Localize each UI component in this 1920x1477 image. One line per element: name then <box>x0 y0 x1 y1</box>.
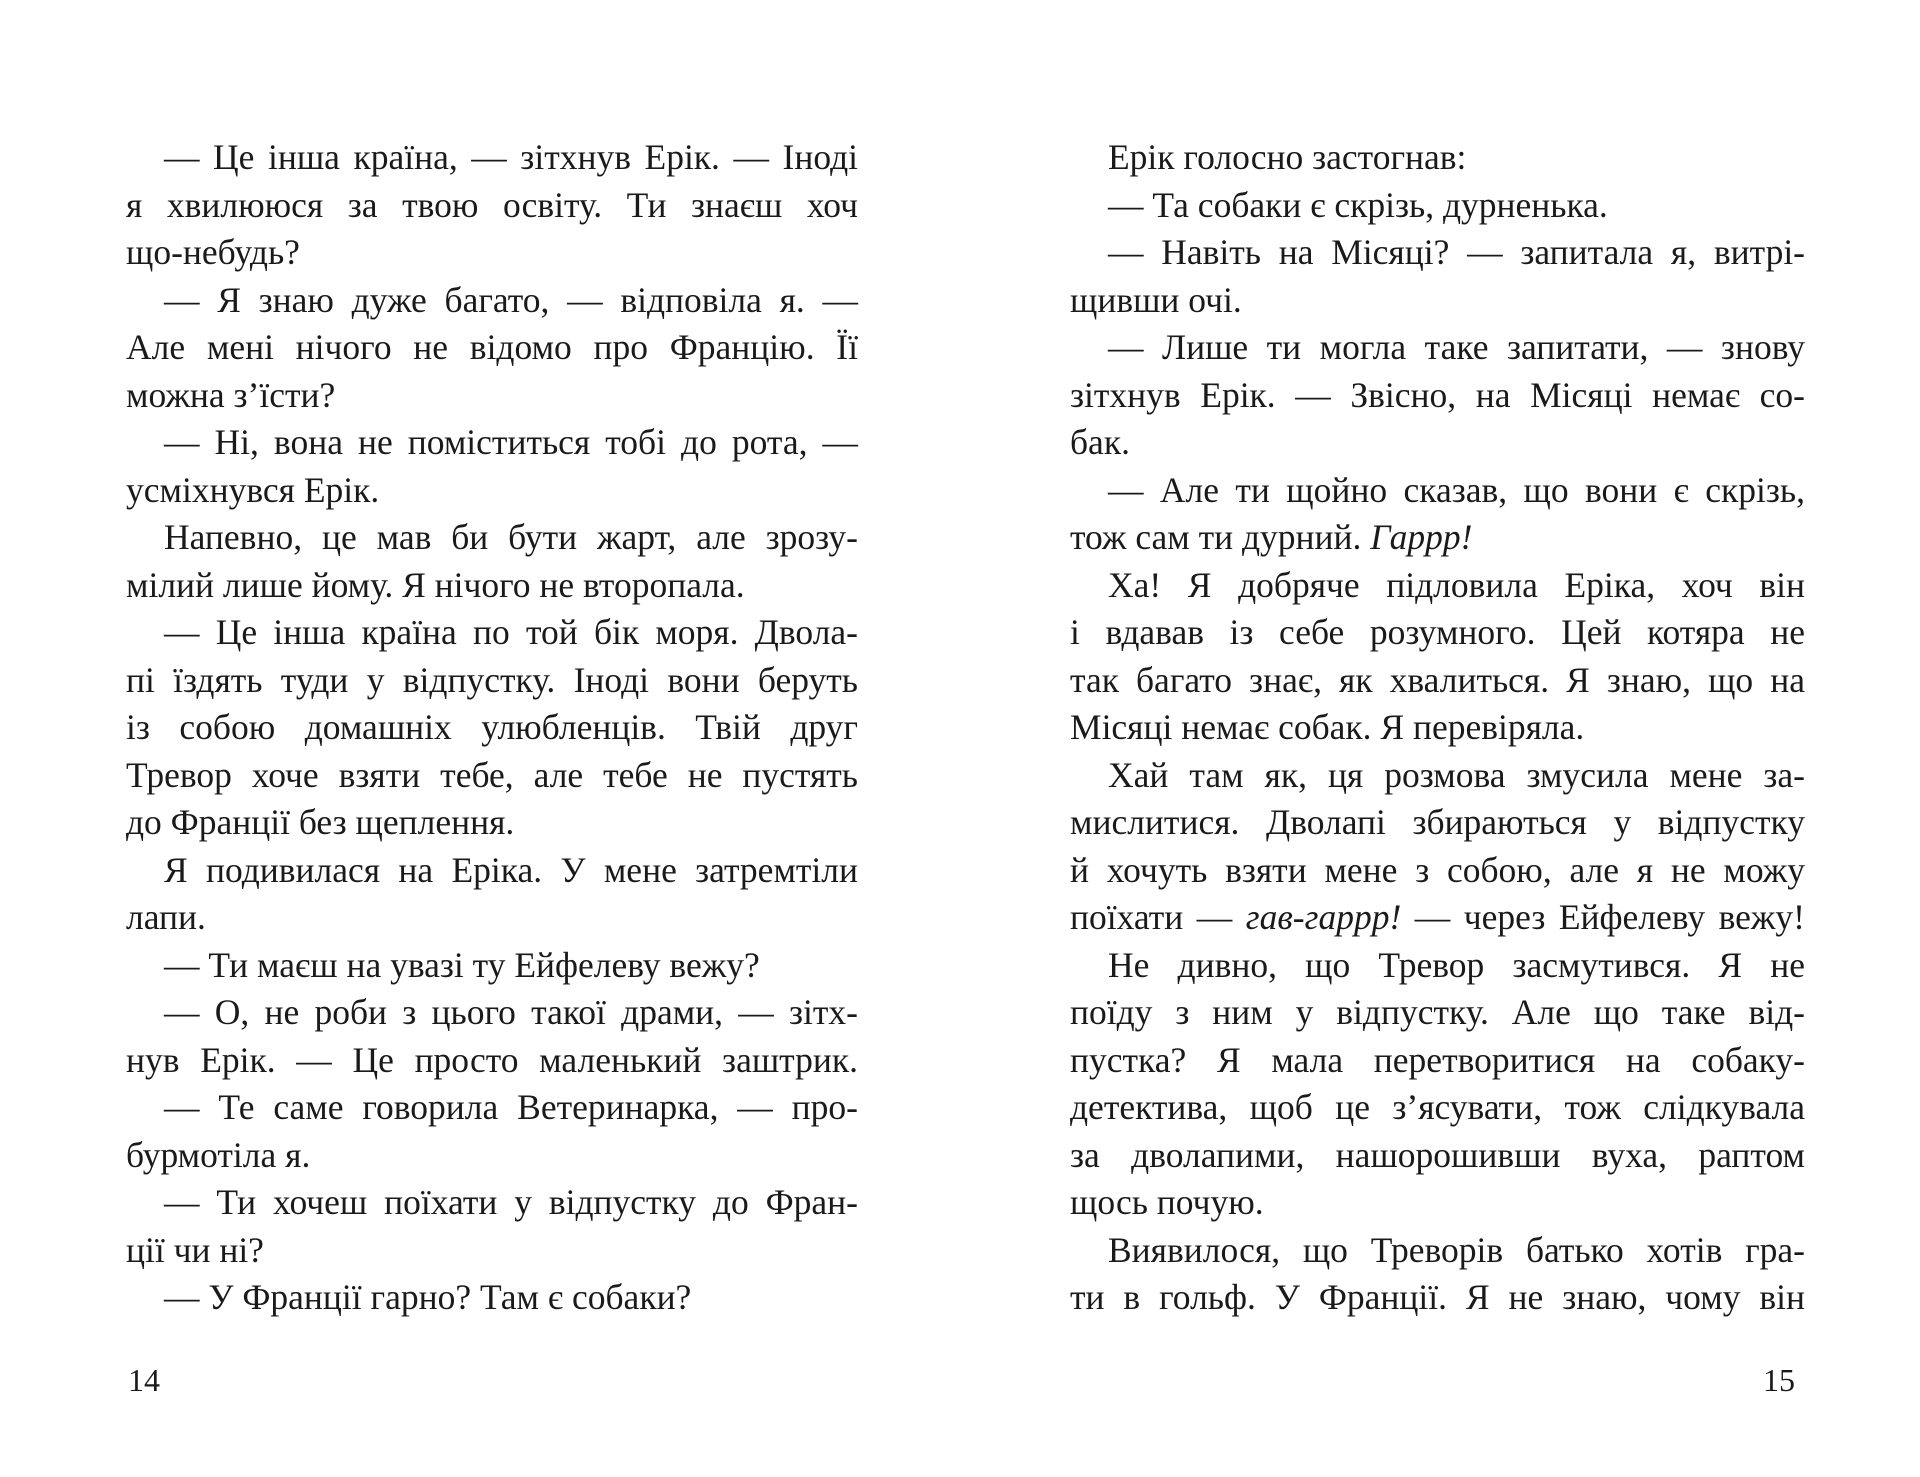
italic-interjection: гав-гаррр! <box>1245 897 1402 937</box>
text-line: — Це інша країна по той бік моря. Двола- <box>164 612 858 652</box>
text-line: щивши очі. <box>1070 279 1242 320</box>
text-line: Хай там як, ця розмова змусила мене за- <box>1108 754 1805 795</box>
text-line: — Але ти щойно сказав, що вони є скрізь, <box>1108 469 1805 510</box>
text-line: й хочуть взяти мене з собою, але я не можу <box>1070 849 1805 890</box>
text-line: Тревор хоче взяти тебе, але тебе не пустять <box>126 754 858 795</box>
left-page <box>126 134 858 1322</box>
text-line: — Ти хочеш поїхати у відпустку до Фран- <box>164 1182 858 1222</box>
text-line: — Лише ти могла таке запитати, — знову <box>1108 327 1805 367</box>
text-line: ції чи ні? <box>126 1229 264 1270</box>
text-line: — Те саме говорила Ветеринарка, — про- <box>164 1087 858 1127</box>
text-line: — О, не роби з цього такої драми, — зітх- <box>164 992 858 1032</box>
right-page <box>1070 134 1805 1322</box>
text-line: тож сам ти дурний. Гаррр! <box>1070 517 1473 557</box>
page-number-right: 15 <box>1763 1362 1795 1398</box>
text-line: пі їздять туди у відпустку. Іноді вони беруть <box>126 659 858 700</box>
text-line: Виявилося, що Треворів батько хотів гра- <box>1108 1229 1805 1270</box>
text-line: — У Франції гарно? Там є собаки? <box>164 1277 692 1317</box>
text-line: Ерік голосно застогнав: <box>1108 137 1467 177</box>
text-line: я хвилююся за твою освіту. Ти знаєш хоч <box>126 184 858 225</box>
text-line: можна з’їсти? <box>126 374 336 415</box>
text-line: поїду з ним у відпустку. Але що таке від- <box>1070 992 1805 1032</box>
text-line: — Я знаю дуже багато, — відповіла я. — <box>164 279 858 320</box>
text-line: Місяці немає собак. Я перевіряла. <box>1070 707 1585 747</box>
text-line: — Та собаки є скрізь, дурненька. <box>1108 184 1608 225</box>
page-number-left: 14 <box>128 1362 160 1398</box>
text-line: мислитися. Дволапі збираються у відпустку <box>1070 802 1805 842</box>
text-line: — Це інша країна, — зітхнув Ерік. — Іноді <box>164 137 858 177</box>
text-line: Але мені нічого не відомо про Францію. Її <box>126 327 858 367</box>
text-line: із собою домашніх улюбленців. Твій друг <box>126 707 858 747</box>
text-line: пустка? Я мала перетворитися на собаку- <box>1070 1039 1805 1080</box>
text-line: що-небудь? <box>126 232 300 272</box>
text-line: так багато знає, як хвалиться. Я знаю, що на <box>1070 659 1805 700</box>
text-line: Не дивно, що Тревор засмутився. Я не <box>1108 944 1805 985</box>
text-line: Я подивилася на Еріка. У мене затремтіли <box>164 849 858 890</box>
text-line: Ха! Я добряче підловила Еріка, хоч він <box>1108 564 1805 605</box>
italic-interjection: Гаррр! <box>1370 517 1473 557</box>
text-line: бурмотіла я. <box>126 1134 311 1175</box>
text-line: нув Ерік. — Це просто маленький заштрик. <box>126 1039 858 1080</box>
text-line: до Франції без щеплення. <box>126 802 515 842</box>
text-line: зітхнув Ерік. — Звісно, на Місяці немає со- <box>1070 374 1805 415</box>
text-line: ти в гольф. У Франції. Я не знаю, чому він <box>1070 1277 1805 1317</box>
text-line: бак. <box>1070 422 1130 462</box>
text-line: — Навіть на Місяці? — запитала я, витрі- <box>1108 232 1805 272</box>
text-line: поїхати — гав-гаррр! — через Ейфелеву вежу! <box>1070 897 1805 937</box>
text-line: лапи. <box>126 897 206 937</box>
text-line: за дволапими, нашорошивши вуха, раптом <box>1070 1134 1805 1175</box>
text-line: щось почую. <box>1070 1182 1264 1222</box>
text-line: детектива, щоб це з’ясувати, тож слідкувала <box>1070 1087 1805 1127</box>
text-line: і вдавав із себе розумного. Цей котяра не <box>1070 612 1805 652</box>
text-line: — Ти маєш на увазі ту Ейфелеву вежу? <box>164 944 760 985</box>
text-line: мілий лише йому. Я нічого не второпала. <box>126 564 745 605</box>
text-line: Напевно, це мав би бути жарт, але зрозу- <box>164 517 858 557</box>
text-line: усміхнувся Ерік. <box>126 469 380 510</box>
text-line: — Ні, вона не поміститься тобі до рота, — <box>164 422 858 462</box>
